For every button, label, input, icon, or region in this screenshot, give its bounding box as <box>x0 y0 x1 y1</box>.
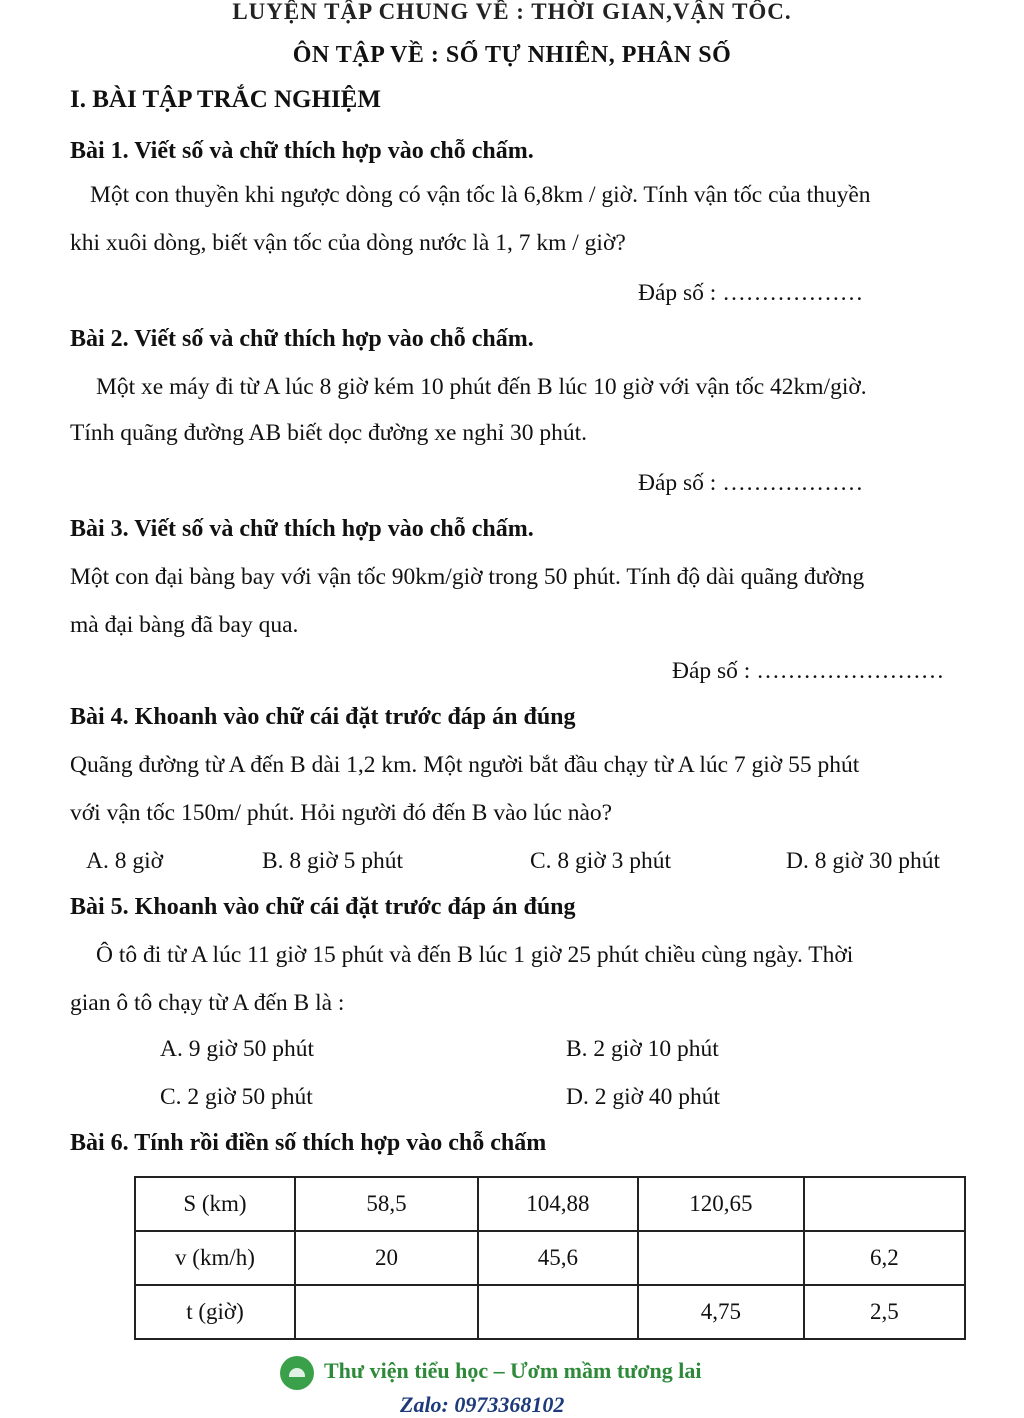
table-row-velocity <box>135 1231 965 1285</box>
footer-library-text: Thư viện tiểu học – Ươm mầm tương lai <box>324 1358 702 1384</box>
table-cell: 45,6 <box>478 1231 638 1285</box>
table-cell: S (km) <box>135 1177 295 1231</box>
table-row-distance <box>135 1177 965 1231</box>
bai3-text-2: mà đại bàng đã bay qua. <box>70 612 299 638</box>
table-cell: 120,65 <box>638 1177 804 1231</box>
table-cell: 2,5 <box>804 1285 965 1339</box>
bai3-answer: Đáp số : …………………… <box>672 658 945 684</box>
table-cell: 58,5 <box>295 1177 478 1231</box>
bai3-text-1: Một con đại bàng bay với vận tốc 90km/giờ trong 50 phút. Tính độ dài quãng đường <box>70 564 865 590</box>
table-cell: 20 <box>295 1231 478 1285</box>
bai5-option-a[interactable]: A. 9 giờ 50 phút <box>160 1036 315 1062</box>
bai4-option-a[interactable]: A. 8 giờ <box>86 848 164 874</box>
bai5-option-d[interactable]: D. 2 giờ 40 phút <box>566 1084 721 1110</box>
footer-zalo: Zalo: 0973368102 <box>400 1392 565 1417</box>
table-cell: v (km/h) <box>135 1231 295 1285</box>
bai4-text-2: với vận tốc 150m/ phút. Hỏi người đó đến B vào lúc nào? <box>70 800 613 826</box>
bai6-title: Bài 6. Tính rồi điền số thích hợp vào chỗ chấm <box>70 1130 547 1156</box>
bai2-answer: Đáp số : ……………… <box>638 470 864 496</box>
table-cell: 4,75 <box>638 1285 804 1339</box>
table-cell: 104,88 <box>478 1177 638 1231</box>
table-cell[interactable] <box>295 1285 478 1339</box>
bai1-text-2: khi xuôi dòng, biết vận tốc của dòng nước là 1, 7 km / giờ? <box>70 230 626 256</box>
table-cell[interactable] <box>478 1285 638 1339</box>
bai4-option-b[interactable]: B. 8 giờ 5 phút <box>262 848 404 874</box>
table-cell: 6,2 <box>804 1231 965 1285</box>
table-row-time <box>135 1285 965 1339</box>
bai1-answer: Đáp số : ……………… <box>638 280 864 306</box>
bai4-title: Bài 4. Khoanh vào chữ cái đặt trước đáp án đúng <box>70 704 576 730</box>
table-cell[interactable] <box>638 1231 804 1285</box>
bai1-text-1: Một con thuyền khi ngược dòng có vận tốc là 6,8km / giờ. Tính vận tốc của thuyền <box>90 182 871 208</box>
section-title: I. BÀI TẬP TRẮC NGHIỆM <box>70 86 381 113</box>
bai2-title: Bài 2. Viết số và chữ thích hợp vào chỗ chấm. <box>70 326 534 352</box>
bai5-option-c[interactable]: C. 2 giờ 50 phút <box>160 1084 313 1110</box>
speed-table <box>134 1176 966 1340</box>
bai4-text-1: Quãng đường từ A đến B dài 1,2 km. Một người bắt đầu chạy từ A lúc 7 giờ 55 phút <box>70 752 860 778</box>
table-cell[interactable] <box>804 1177 965 1231</box>
table-cell: t (giờ) <box>135 1285 295 1339</box>
bai4-option-d[interactable]: D. 8 giờ 30 phút <box>786 848 941 874</box>
bai5-text-1: Ô tô đi từ A lúc 11 giờ 15 phút và đến B lúc 1 giờ 25 phút chiều cùng ngày. Thời <box>96 942 854 968</box>
bai1-title: Bài 1. Viết số và chữ thích hợp vào chỗ chấm. <box>70 138 534 164</box>
bai5-text-2: gian ô tô chạy từ A đến B là : <box>70 990 345 1016</box>
bai4-option-c[interactable]: C. 8 giờ 3 phút <box>530 848 672 874</box>
footer-library <box>280 1356 702 1390</box>
bai5-title: Bài 5. Khoanh vào chữ cái đặt trước đáp án đúng <box>70 894 576 920</box>
library-logo-icon <box>280 1356 314 1390</box>
bai2-text-1: Một xe máy đi từ A lúc 8 giờ kém 10 phút đến B lúc 10 giờ với vận tốc 42km/giờ. <box>96 374 867 400</box>
header-line-1: LUYỆN TẬP CHUNG VỀ : THỜI GIAN,VẬN TỐC. <box>232 0 792 24</box>
bai5-option-b[interactable]: B. 2 giờ 10 phút <box>566 1036 719 1062</box>
bai3-title: Bài 3. Viết số và chữ thích hợp vào chỗ chấm. <box>70 516 534 542</box>
bai2-text-2: Tính quãng đường AB biết dọc đường xe nghỉ 30 phút. <box>70 420 588 446</box>
header-line-2: ÔN TẬP VỀ : SỐ TỰ NHIÊN, PHÂN SỐ <box>292 42 732 68</box>
